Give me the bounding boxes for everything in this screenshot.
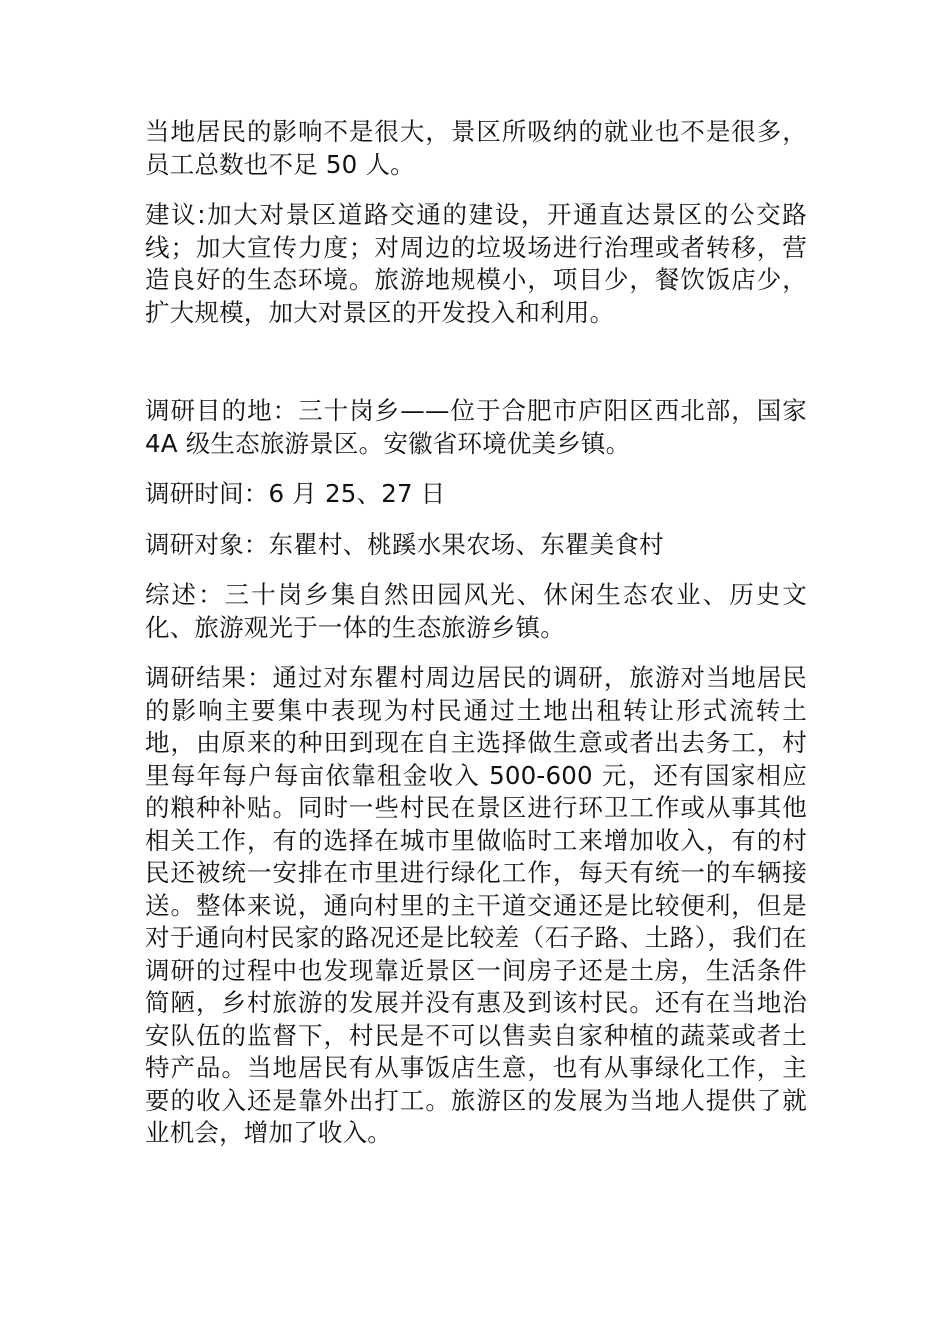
paragraph-survey-time: 调研时间：6 月 25、27 日 bbox=[145, 479, 446, 508]
paragraph-employment: 当地居民的影响不是很大，景区所吸纳的就业也不是很多，员工总数也不足 50 人。 bbox=[145, 117, 807, 179]
section-spacer bbox=[145, 347, 807, 395]
paragraph-suggestions: 建议:加大对景区道路交通的建设，开通直达景区的公交路线；加大宣传力度；对周边的垃圾场进行治理或者转移，营造良好的生态环境。旅游地规模小，项目少，餐饮饭店少，扩大规模，加大对景区的开发投入和利用。 bbox=[145, 200, 807, 327]
paragraph-survey-subjects: 调研对象：东瞿村、桃蹊水果农场、东瞿美食村 bbox=[145, 529, 664, 559]
paragraph-destination: 调研目的地：三十岗乡——位于合肥市庐阳区西北部，国家 4A 级生态旅游景区。安徽省环境优美乡镇。 bbox=[145, 396, 807, 458]
paragraph-overview: 综述：三十岗乡集自然田园风光、休闲生态农业、历史文化、旅游观光于一体的生态旅游乡镇。 bbox=[145, 580, 807, 642]
paragraph-survey-results: 调研结果：通过对东瞿村周边居民的调研，旅游对当地居民的影响主要集中表现为村民通过土地出租转让形式流转土地，由原来的种田到现在自主选择做生意或者出去务工，村里每年每户每亩依靠租金收入 500-600 元，还有国家相应的粮种补贴。同时一些村民在景区进行环卫工作或从事其他相关工作，有的选择在城市里做临时工来增加收入，有的村民还被统一安排在市里进行绿化工作，每天有统一的车辆接送。整体来说，通向村里的主干道交通还是比较便利，但是对于通向村民家的路况还是比较差（石子路、土路），我们在调研的过程中也发现靠近景区一间房子还是土房，生活条件简陋，乡村旅游的发展并没有惠及到该村民。还有在当地治安队伍的监督下，村民是不可以售卖自家种植的蔬菜或者土特产品。当地居民有从事饭店生意，也有从事绿化工作，主要的收入还是靠外出打工。旅游区的发展为当地人提供了就业机会，增加了收入。 bbox=[145, 663, 807, 1147]
document-body bbox=[145, 116, 807, 1168]
